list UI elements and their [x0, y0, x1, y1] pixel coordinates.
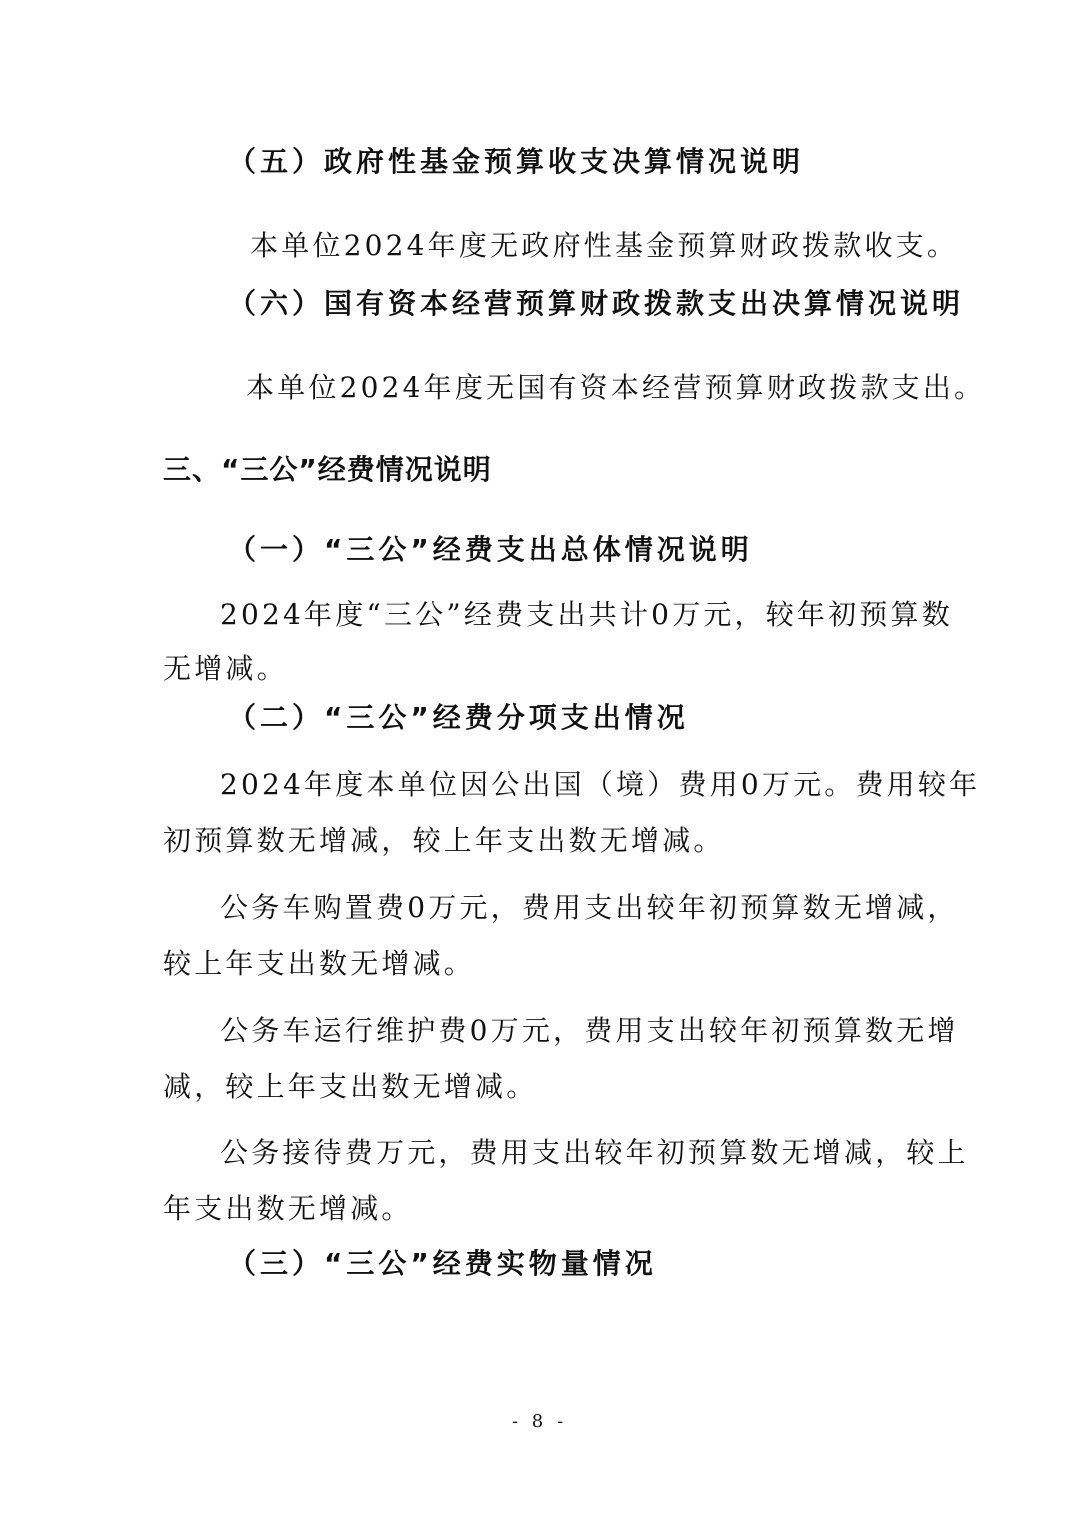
section-three-public-expenses: 三、“三公”经费情况说明 — [163, 453, 492, 486]
paragraph-car-purchase-line-1: 公务车购置费0万元，费用支出较年初预算数无增减， — [220, 891, 959, 924]
paragraph-abroad-line-1: 2024年度本单位因公出国（境）费用0万元。费用较年 — [220, 768, 981, 801]
paragraph-abroad-line-2: 初预算数无增减，较上年支出数无增减。 — [163, 824, 725, 857]
heading-government-fund: （五）政府性基金预算收支决算情况说明 — [228, 145, 805, 178]
heading-overall-expenses: （一）“三公”经费支出总体情况说明 — [228, 533, 753, 566]
paragraph-overall-line-2: 无增减。 — [163, 652, 288, 685]
paragraph-car-maintenance-line-2: 减，较上年支出数无增减。 — [163, 1070, 538, 1103]
paragraph-car-maintenance-line-1: 公务车运行维护费0万元，费用支出较年初预算数无增 — [220, 1014, 959, 1047]
paragraph-reception-line-2: 年支出数无增减。 — [163, 1192, 413, 1225]
page-number: - 8 - — [512, 1411, 568, 1432]
heading-itemized-expenses: （二）“三公”经费分项支出情况 — [228, 701, 689, 734]
paragraph-overall-line-1: 2024年度“三公”经费支出共计0万元，较年初预算数 — [220, 598, 953, 631]
paragraph-state-capital: 本单位2024年度无国有资本经营预算财政拨款支出。 — [246, 371, 986, 404]
heading-state-capital: （六）国有资本经营预算财政拨款支出决算情况说明 — [228, 287, 965, 320]
paragraph-car-purchase-line-2: 较上年支出数无增减。 — [163, 947, 476, 980]
paragraph-reception-line-1: 公务接待费万元，费用支出较年初预算数无增减，较上 — [220, 1136, 969, 1169]
heading-physical-quantity: （三）“三公”经费实物量情况 — [228, 1247, 657, 1280]
paragraph-government-fund: 本单位2024年度无政府性基金预算财政拨款收支。 — [250, 229, 959, 262]
